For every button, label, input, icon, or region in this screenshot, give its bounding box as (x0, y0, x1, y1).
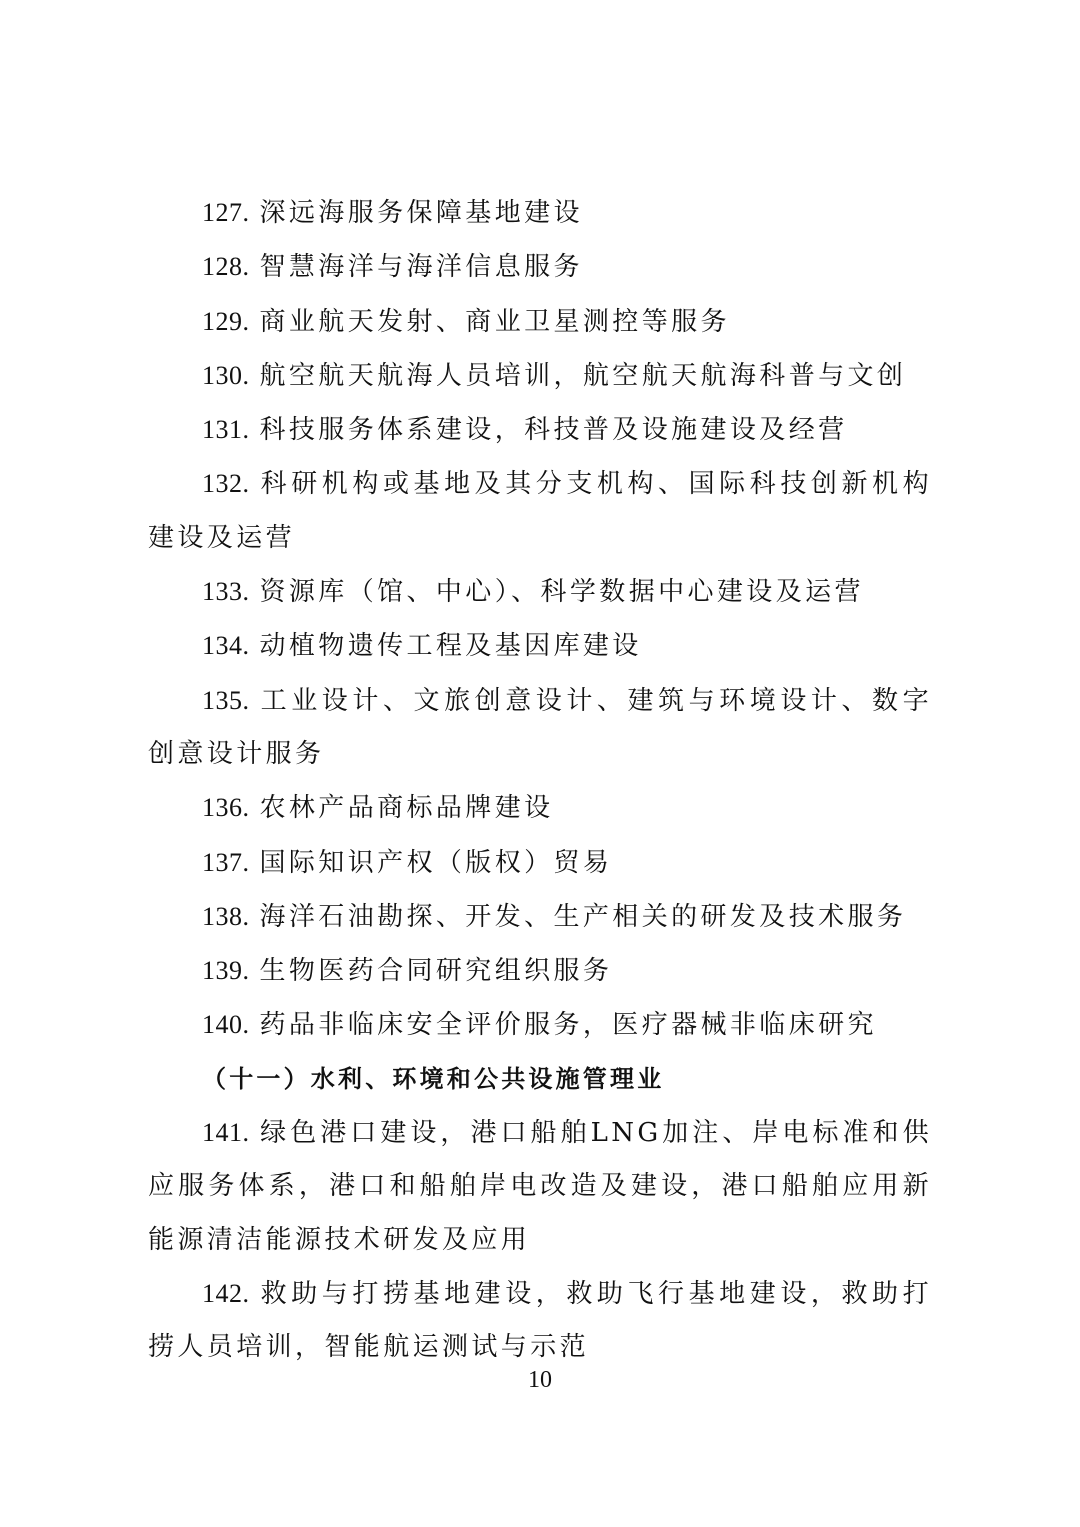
list-item (148, 240, 932, 294)
item-number: 134. (202, 631, 250, 661)
item-number: 136. (202, 793, 250, 823)
item-number: 127. (202, 198, 250, 227)
list-item (148, 457, 932, 565)
item-number: 138. (202, 901, 250, 931)
list-item (148, 781, 932, 835)
list-item (148, 565, 932, 619)
list-item (148, 619, 932, 673)
list-item (148, 349, 932, 403)
item-text: 药品非临床安全评价服务，医疗器械非临床研究 (259, 1010, 877, 1041)
item-text: 深远海服务保障基地建设 (259, 198, 583, 228)
document-body (148, 186, 932, 1375)
item-number: 135. (202, 685, 250, 715)
item-text: 航空航天航海人员培训，航空航天航海科普与文创 (259, 360, 907, 391)
item-number: 142. (202, 1278, 250, 1308)
item-number: 133. (202, 577, 250, 607)
list-item (148, 944, 932, 998)
list-item (148, 674, 932, 782)
item-text: 科研机构或基地及其分支机构、国际科技创新机构建设及运营 (148, 469, 932, 553)
section-heading: （十一）水利、环境和公共设施管理业 (202, 1064, 665, 1093)
item-text: 资源库（馆、中心）、科学数据中心建设及运营 (259, 577, 864, 608)
item-text: 绿色港口建设，港口船舶LNG加注、岸电标准和供应服务体系，港口和船舶岸电改造及建设，港口船舶应用新能源清洁能源技术研发及应用 (148, 1118, 932, 1255)
item-text: 科技服务体系建设，科技普及设施建设及经营 (259, 415, 848, 446)
item-text: 动植物遗传工程及基因库建设 (259, 631, 642, 662)
item-text: 国际知识产权（版权）贸易 (259, 847, 613, 878)
item-number: 129. (202, 306, 250, 336)
list-item (148, 186, 932, 240)
item-number: 128. (202, 252, 250, 282)
item-text: 救助与打捞基地建设，救助飞行基地建设，救助打捞人员培训，智能航运测试与示范 (148, 1278, 932, 1363)
item-number: 130. (202, 360, 250, 390)
list-item (148, 295, 932, 349)
item-number: 141. (202, 1118, 250, 1148)
item-number: 137. (202, 847, 250, 877)
item-number: 140. (202, 1010, 250, 1040)
list-item (148, 836, 932, 890)
item-number: 132. (202, 469, 250, 499)
item-text: 商业航天发射、商业卫星测控等服务 (259, 306, 730, 337)
item-text: 生物医药合同研究组织服务 (259, 956, 613, 987)
item-text: 工业设计、文旅创意设计、建筑与环境设计、数字创意设计服务 (148, 685, 932, 769)
item-number: 139. (202, 956, 250, 986)
page-number: 10 (528, 1367, 552, 1393)
list-item (148, 1267, 932, 1375)
list-item (148, 1106, 932, 1267)
item-text: 农林产品商标品牌建设 (259, 793, 554, 824)
list-item (148, 403, 932, 457)
list-item (148, 998, 932, 1052)
item-number: 131. (202, 415, 250, 445)
item-text: 海洋石油勘探、开发、生产相关的研发及技术服务 (259, 901, 907, 932)
list-item (148, 890, 932, 944)
item-text: 智慧海洋与海洋信息服务 (259, 252, 583, 283)
